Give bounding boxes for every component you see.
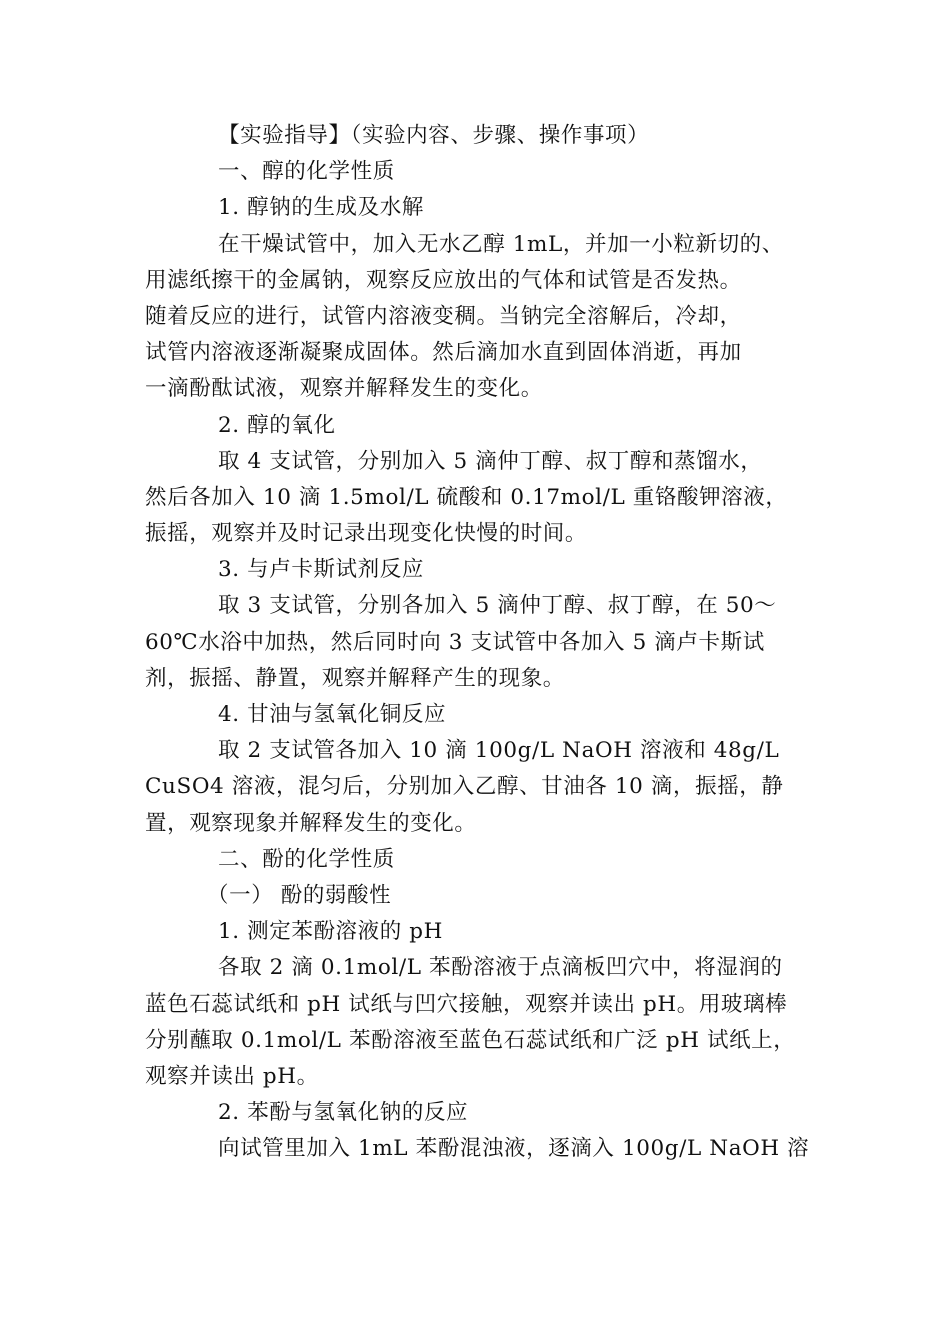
section-heading-phenol: 二、酚的化学性质 <box>218 846 395 872</box>
paragraph-line: 用滤纸擦干的金属钠，观察反应放出的气体和试管是否发热。 <box>145 267 742 293</box>
paragraph-line: 剂，振摇、静置，观察并解释产生的现象。 <box>145 665 565 691</box>
paragraph-line: 向试管里加入 1mL 苯酚混浊液，逐滴入 100g/L NaOH 溶 <box>218 1136 810 1162</box>
section-heading-alcohol: 一、醇的化学性质 <box>218 159 395 185</box>
subheading-lucas-reagent: 3. 与卢卡斯试剂反应 <box>218 557 424 583</box>
paragraph-line: 60℃水浴中加热，然后同时向 3 支试管中各加入 5 滴卢卡斯试 <box>145 629 765 655</box>
paragraph-line: 观察并读出 pH。 <box>145 1063 319 1089</box>
subheading-glycerol-copper: 4. 甘油与氢氧化铜反应 <box>218 702 447 727</box>
paragraph-line: 取 3 支试管，分别各加入 5 滴仲丁醇、叔丁醇，在 50～ <box>218 593 777 619</box>
paragraph-line: 置，观察现象并解释发生的变化。 <box>145 810 477 836</box>
paragraph-line: 一滴酚酞试液，观察并解释发生的变化。 <box>145 376 543 402</box>
document-body <box>145 118 810 1167</box>
heading-experiment-guide: 【实验指导】（实验内容、步骤、操作事项） <box>218 123 650 148</box>
paragraph-line: 在干燥试管中，加入无水乙醇 1mL，并加一小粒新切的、 <box>218 231 784 257</box>
subheading-alcohol-oxidation: 2. 醇的氧化 <box>218 412 336 438</box>
paragraph-line: CuSO4 溶液，混匀后，分别加入乙醇、甘油各 10 滴，振摇，静 <box>145 774 784 800</box>
paragraph-line: 蓝色石蕊试纸和 pH 试纸与凹穴接触，观察并读出 pH。用玻璃棒 <box>145 991 788 1017</box>
subheading-phenol-naoh: 2. 苯酚与氢氧化钠的反应 <box>218 1100 469 1126</box>
paragraph-line: 然后各加入 10 滴 1.5mol/L 硫酸和 0.17mol/L 重铬酸钾溶液， <box>145 484 788 510</box>
paragraph-line: 试管内溶液逐渐凝聚成固体。然后滴加水直到固体消逝，再加 <box>145 340 742 366</box>
paragraph-line: 分别蘸取 0.1mol/L 苯酚溶液至蓝色石蕊试纸和广泛 pH 试纸上， <box>145 1027 796 1053</box>
paragraph-line: 振摇，观察并及时记录出现变化快慢的时间。 <box>145 521 588 547</box>
paragraph-line: 取 2 支试管各加入 10 滴 100g/L NaOH 溶液和 48g/L <box>218 738 780 764</box>
subheading-phenol-acidity: （一） 酚的弱酸性 <box>207 882 392 908</box>
paragraph-line: 取 4 支试管，分别加入 5 滴仲丁醇、叔丁醇和蒸馏水， <box>218 448 763 474</box>
subheading-phenol-ph: 1. 测定苯酚溶液的 pH <box>218 919 443 945</box>
subheading-sodium-alkoxide: 1. 醇钠的生成及水解 <box>218 195 424 221</box>
paragraph-line: 各取 2 滴 0.1mol/L 苯酚溶液于点滴板凹穴中，将湿润的 <box>218 955 783 981</box>
paragraph-line: 随着反应的进行，试管内溶液变稠。当钠完全溶解后，冷却， <box>145 303 742 329</box>
